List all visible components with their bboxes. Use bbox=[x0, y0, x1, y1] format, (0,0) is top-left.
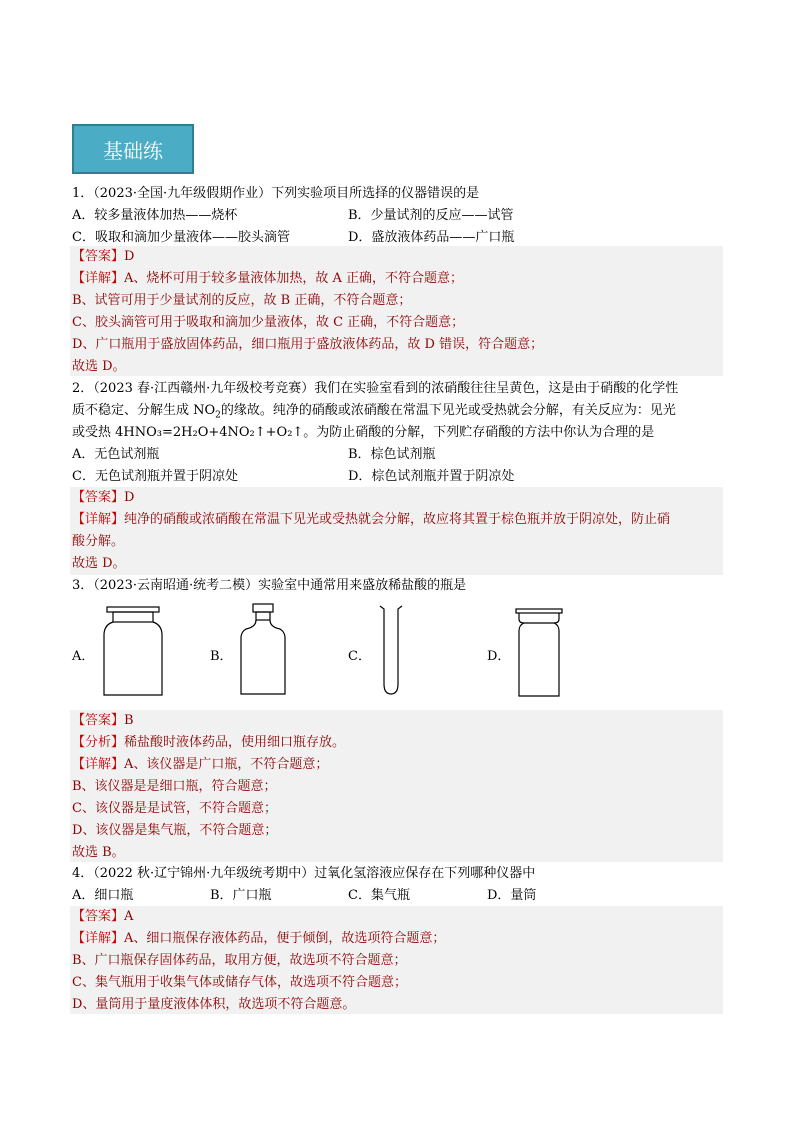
q3-image-label-b: B． bbox=[210, 649, 233, 664]
narrow-mouth-bottle-image bbox=[238, 602, 288, 697]
q2-stem-line-1: 2．（2023 春·江西赣州·九年级校考竞赛）我们在实验室看到的浓硝酸往往呈黄色，这是由于硝酸的化学性 bbox=[72, 381, 679, 396]
q2-detail-line-2: 酸分解。 bbox=[72, 534, 125, 549]
q3-image-label-a: A． bbox=[72, 649, 95, 664]
q4-option-d: D．量筒 bbox=[487, 888, 537, 903]
test-tube-image bbox=[378, 604, 404, 696]
q2-conclusion: 故选 D。 bbox=[72, 556, 126, 571]
q2-detail-line-1: 【详解】纯净的硝酸或浓硝酸在常温下见光或受热就会分解，故应将其置于棕色瓶并放于阴凉处，防止硝 bbox=[72, 512, 671, 527]
q3-detail-line-2: B、该仪器是是细口瓶，符合题意； bbox=[72, 779, 277, 794]
q3-stem: 3．（2023·云南昭通·统考二模）实验室中通常用来盛放稀盐酸的瓶是 bbox=[72, 578, 467, 593]
q1-detail-line-1: 【详解】A、烧杯可用于较多量液体加热，故 A 正确，不符合题意； bbox=[72, 271, 464, 286]
q1-detail-line-2: B、试管可用于少量试剂的反应，故 B 正确，不符合题意； bbox=[72, 293, 412, 308]
q2-stem-line-2: 质不稳定、分解生成 $NO_2$的缘故。纯净的硝酸或浓硝酸在常温下见光或受热就会分解，有关反应为：见光 bbox=[72, 403, 676, 421]
q1-solution-block bbox=[70, 246, 723, 376]
wide-mouth-bottle-image bbox=[100, 605, 166, 697]
q4-option-c: C．集气瓶 bbox=[348, 888, 410, 903]
q4-detail-line-1: 【详解】A、细口瓶保存液体药品，便于倾倒，故选项符合题意； bbox=[72, 931, 446, 946]
section-title: 基础练 bbox=[72, 124, 194, 174]
q1-detail-line-4: D、广口瓶用于盛放固体药品，细口瓶用于盛放液体药品，故 D 错误，符合题意； bbox=[72, 337, 544, 352]
gas-jar-image bbox=[514, 607, 564, 699]
q4-detail-line-3: C、集气瓶用于收集气体或储存气体，故选项不符合题意； bbox=[72, 975, 407, 990]
q2-solution-block bbox=[70, 487, 723, 575]
q3-conclusion: 故选 B。 bbox=[72, 845, 125, 860]
q2-option-c: C．无色试剂瓶并置于阴凉处 bbox=[72, 469, 238, 484]
q2-option-b: B．棕色试剂瓶 bbox=[348, 447, 436, 462]
q4-answer: 【答案】A bbox=[72, 909, 134, 924]
q1-option-d: D．盛放液体药品——广口瓶 bbox=[348, 230, 515, 245]
q1-stem: 1．（2023·全国·九年级假期作业）下列实验项目所选择的仪器错误的是 bbox=[72, 186, 480, 201]
q4-detail-line-2: B、广口瓶保存固体药品，取用方便，故选项不符合题意； bbox=[72, 953, 407, 968]
q4-option-b: B．广口瓶 bbox=[210, 888, 272, 903]
q2-answer: 【答案】D bbox=[72, 490, 135, 505]
q3-detail-line-3: C、该仪器是是试管，不符合题意； bbox=[72, 801, 277, 816]
q3-analysis: 【分析】稀盐酸时液体药品，使用细口瓶存放。 bbox=[72, 735, 346, 750]
q3-answer: 【答案】B bbox=[72, 713, 134, 728]
q4-detail-line-4: D、量筒用于量度液体体积，故选项不符合题意。 bbox=[72, 997, 356, 1012]
q3-image-label-d: D． bbox=[487, 649, 511, 664]
q3-detail-line-1: 【详解】A、该仪器是广口瓶，不符合题意； bbox=[72, 757, 329, 772]
q1-option-c: C．吸取和滴加少量液体——胶头滴管 bbox=[72, 230, 290, 245]
q1-answer: 【答案】D bbox=[72, 249, 135, 264]
q4-option-a: A．细口瓶 bbox=[72, 888, 134, 903]
q1-option-b: B．少量试剂的反应——试管 bbox=[348, 208, 514, 223]
q3-image-label-c: C． bbox=[348, 649, 371, 664]
q1-option-a: A．较多量液体加热——烧杯 bbox=[72, 208, 238, 223]
q3-detail-line-4: D、该仪器是集气瓶，不符合题意； bbox=[72, 823, 278, 838]
q1-conclusion: 故选 D。 bbox=[72, 359, 126, 374]
q1-detail-line-3: C、胶头滴管可用于吸取和滴加少量液体，故 C 正确，不符合题意； bbox=[72, 315, 465, 330]
q2-option-a: A．无色试剂瓶 bbox=[72, 447, 160, 462]
q4-stem: 4．（2022 秋·辽宁锦州·九年级统考期中）过氧化氢溶液应保存在下列哪种仪器中 bbox=[72, 866, 536, 881]
q2-stem-line-3: 或受热 4HNO₃=2H₂O+4NO₂↑+O₂↑。为防止硝酸的分解，下列贮存硝酸的方法中你认为合理的是 bbox=[72, 425, 655, 440]
q2-option-d: D．棕色试剂瓶并置于阴凉处 bbox=[348, 469, 515, 484]
